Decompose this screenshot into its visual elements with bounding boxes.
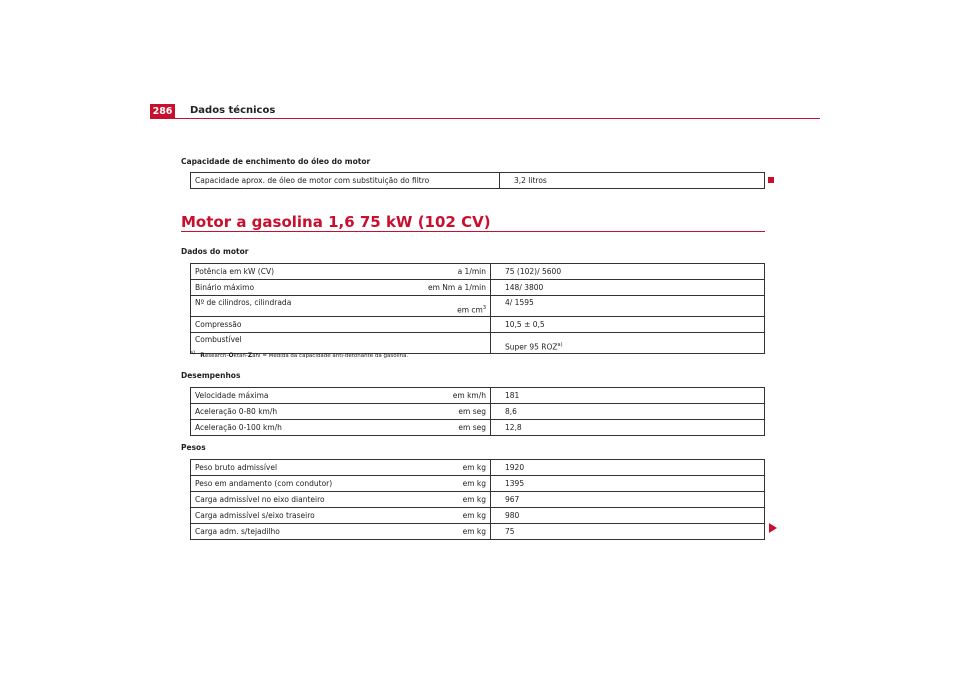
row-value: 148/ 3800 [491,280,765,296]
section-rule [181,231,765,232]
row-value: 75 (102)/ 5600 [491,264,765,280]
row-value: 181 [491,388,765,404]
row-value: Super 95 ROZ$^{a)}$ [491,333,765,354]
row-label: Carga admissível s/eixo traseiro [191,508,382,524]
footnote: $^{a)}$ Research-Oktan-Zahl = Medida da capacidade anti-detonante da gasolina. [190,350,409,359]
row-value: 75 [491,524,765,540]
row-label: Potência em kW (CV) [191,264,382,280]
performance-heading: Desempenhos [181,371,241,380]
row-unit: em kg [381,524,491,540]
row-value: 1395 [491,476,765,492]
section-title: Motor a gasolina 1,6 75 kW (102 CV) [181,213,491,231]
table-row [191,404,765,420]
row-unit: em kg [381,460,491,476]
footnote-marker: a) [190,350,196,356]
engine-data-heading: Dados do motor [181,247,249,256]
row-unit: em $cm^3$ [381,296,491,317]
page-title: Dados técnicos [190,105,276,116]
oil-capacity-table [190,172,765,189]
table-row [191,388,765,404]
row-unit: em kg [381,508,491,524]
table-row [191,476,765,492]
table-row [191,492,765,508]
row-unit: em seg [381,420,491,436]
performance-table [190,387,765,436]
table-row [191,280,765,296]
page-number: 286 [150,104,175,119]
row-unit [381,317,491,333]
table-row [191,173,765,189]
row-label: Aceleração 0-80 km/h [191,404,382,420]
row-unit: em km/h [381,388,491,404]
row-label: Combustível [191,333,382,354]
row-value: 8,6 [491,404,765,420]
row-value: 980 [491,508,765,524]
row-label: Carga admissível no eixo dianteiro [191,492,382,508]
row-value: 12,8 [491,420,765,436]
row-value: 3,2 litros [500,173,765,189]
row-value: 1920 [491,460,765,476]
row-label: Peso bruto admissível [191,460,382,476]
row-label: Peso em andamento (com condutor) [191,476,382,492]
row-label: Capacidade aprox. de óleo de motor com substituição do filtro [191,173,500,189]
row-unit: em seg [381,404,491,420]
table-row [191,296,765,317]
table-row [191,317,765,333]
row-label: Compressão [191,317,382,333]
engine-data-table [190,263,765,354]
row-label: Carga adm. s/tejadilho [191,524,382,540]
unit-superscript: 3 [482,304,486,311]
row-label: Aceleração 0-100 km/h [191,420,382,436]
table-row [191,508,765,524]
weights-heading: Pesos [181,443,206,452]
row-value: 967 [491,492,765,508]
table-row [191,420,765,436]
footnote-reference: a) [557,341,563,348]
table-row [191,264,765,280]
header-rule [150,118,820,119]
row-value: 10,5 ± 0,5 [491,317,765,333]
row-label: Velocidade máxima [191,388,382,404]
oil-capacity-heading: Capacidade de enchimento do óleo do motor [181,157,371,166]
row-value: 4/ 1595 [491,296,765,317]
table-row [191,460,765,476]
weights-table [190,459,765,540]
row-unit: em kg [381,476,491,492]
table-row [191,524,765,540]
row-unit: em Nm a 1/min [381,280,491,296]
continue-arrow-icon [769,523,777,533]
row-label: Binário máximo [191,280,382,296]
row-label: Nº de cilindros, cilindrada [191,296,382,317]
section-end-marker [768,177,774,183]
row-unit: a 1/min [381,264,491,280]
row-unit: em kg [381,492,491,508]
